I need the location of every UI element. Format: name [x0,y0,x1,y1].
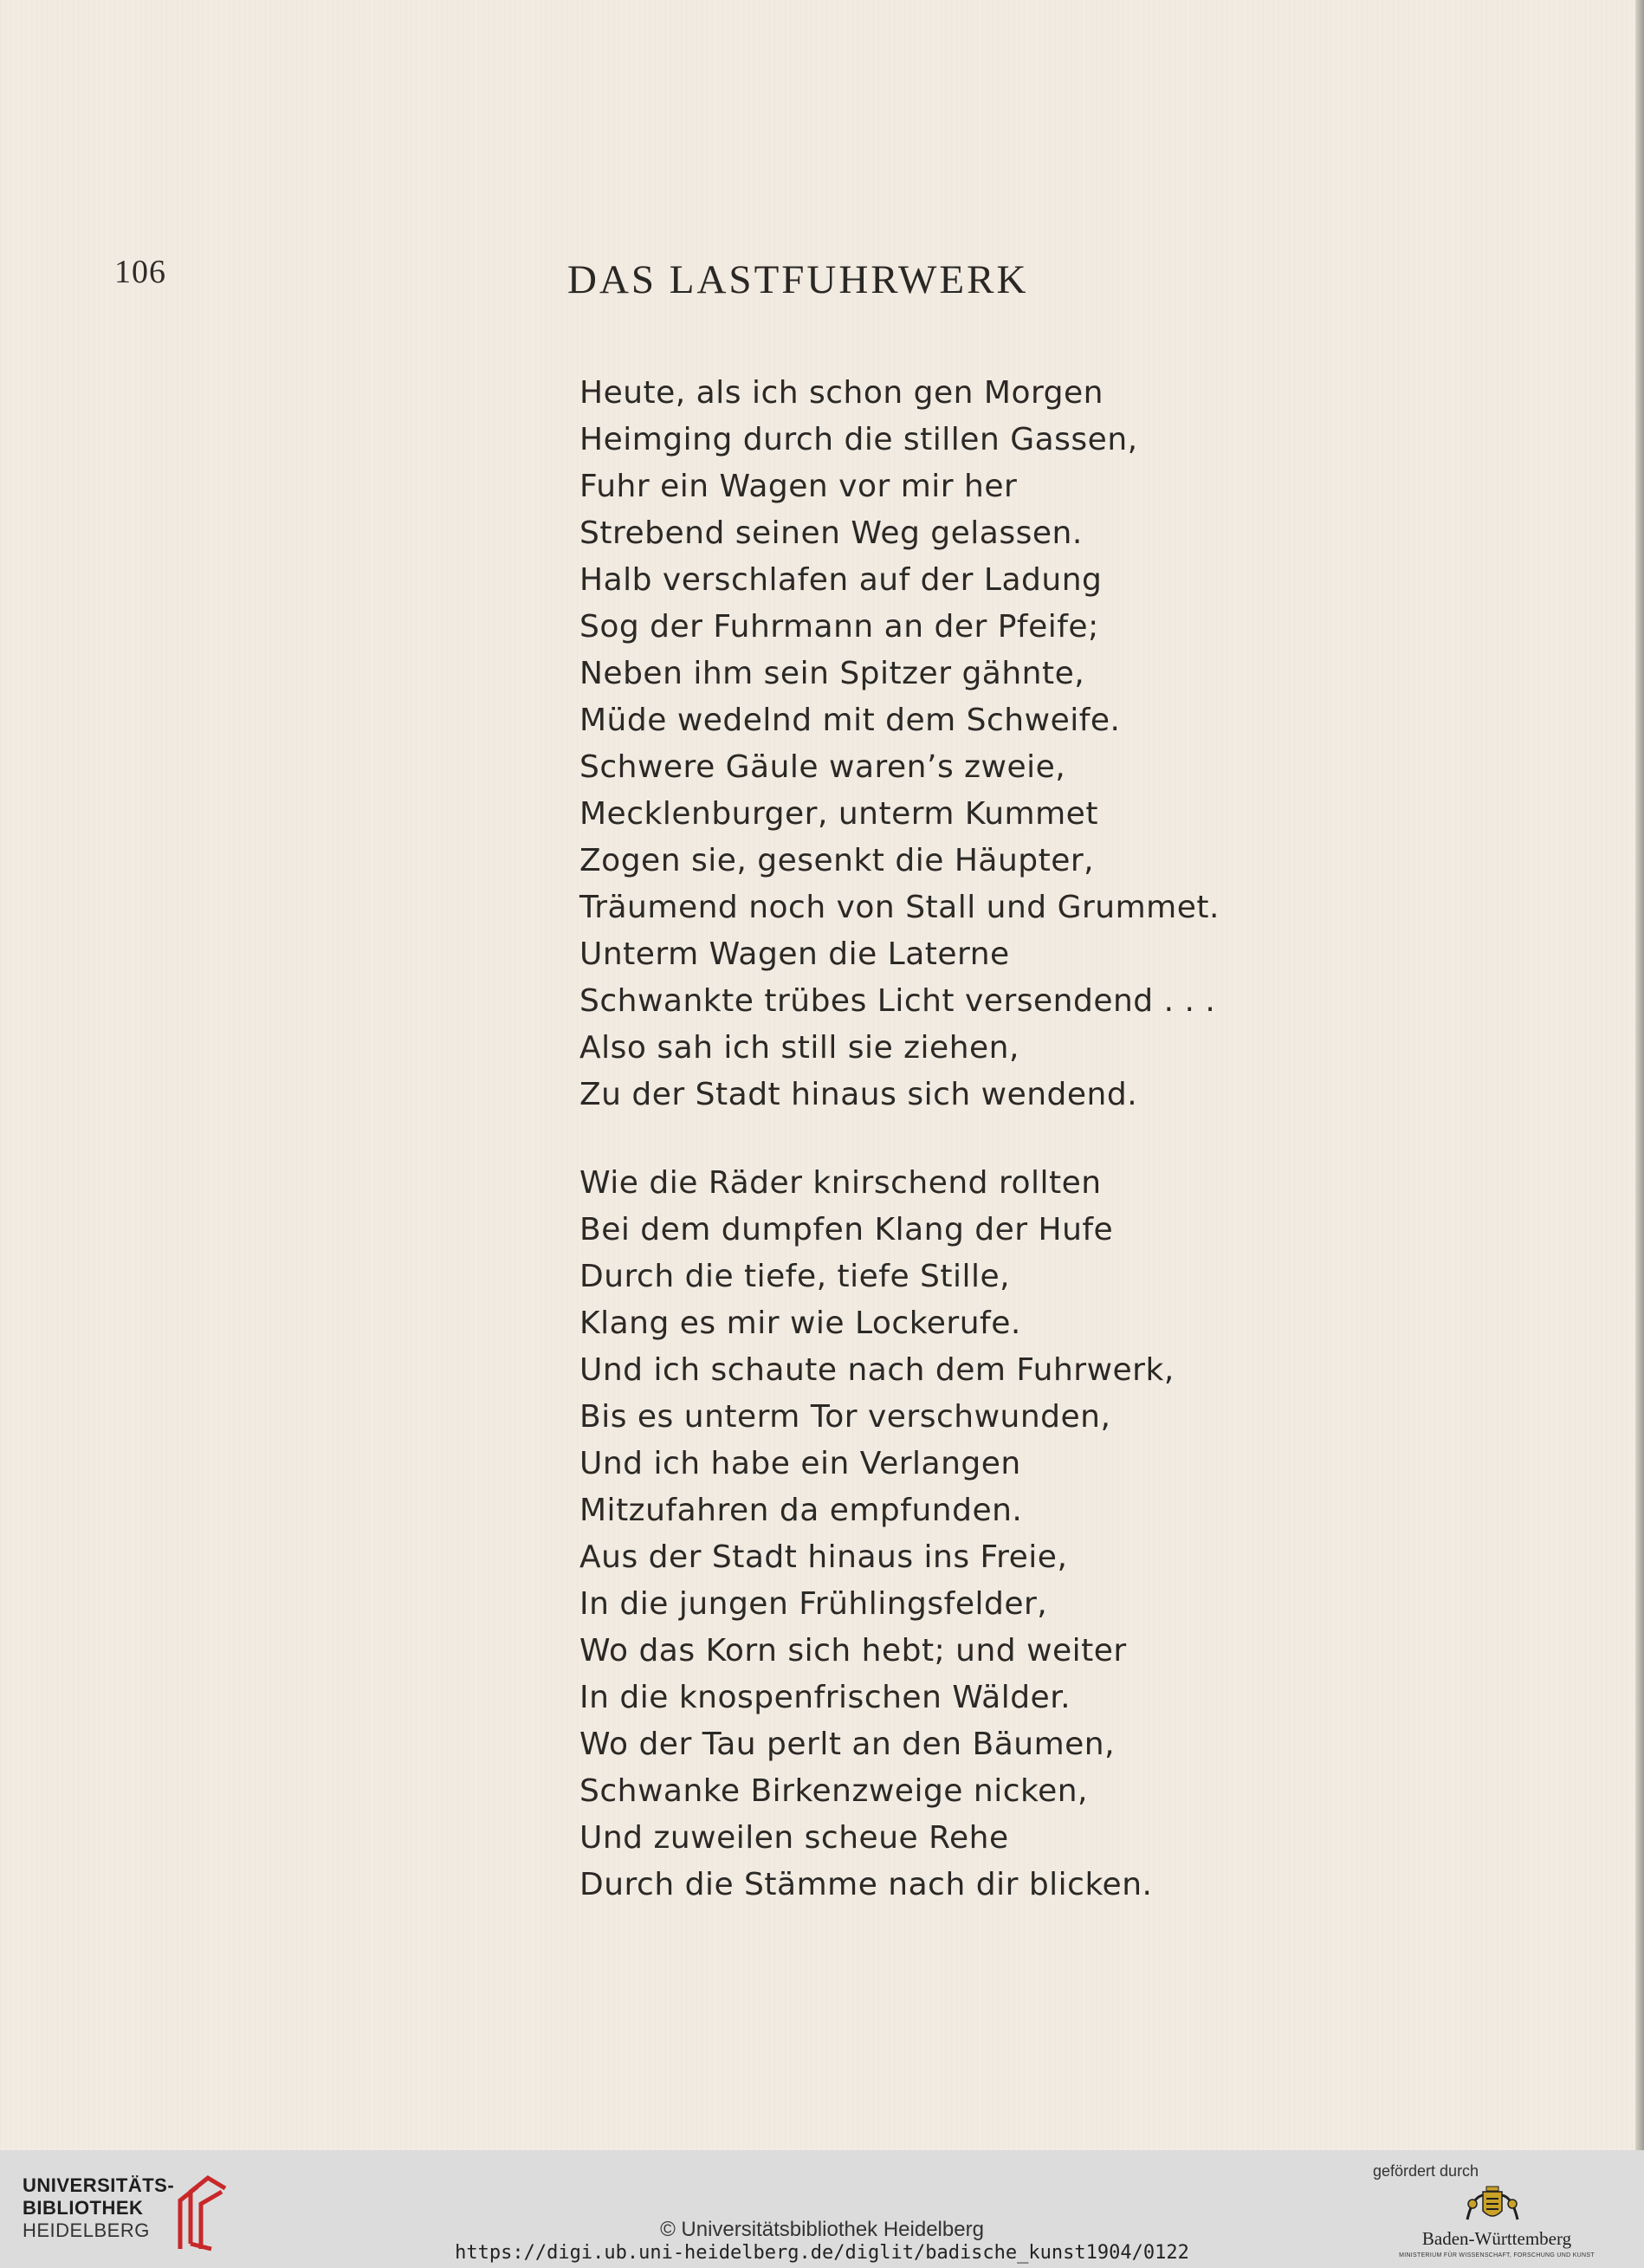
verse-line: Zogen sie, gesenkt die Häupter, [579,843,1095,878]
verse-line: Also sah ich still sie ziehen, [579,1030,1019,1066]
page-edge [1635,0,1644,2150]
verse-line: Halb verschlafen auf der Ladung [579,562,1103,598]
library-name-line-1: UNIVERSITÄTS- [23,2174,175,2196]
verse-line: Strebend seinen Weg gelassen. [579,515,1083,551]
verse-line: Heimging durch die stillen Gassen, [579,422,1138,457]
verse-line: In die knospenfrischen Wälder. [579,1680,1071,1715]
verse-line: In die jungen Frühlingsfelder, [579,1586,1048,1622]
funder-ministry: MINISTERIUM FÜR WISSENSCHAFT, FORSCHUNG UND KUNST [1399,2252,1595,2258]
verse-line: Wo das Korn sich hebt; und weiter [579,1633,1127,1669]
verse-line: Und zuweilen scheue Rehe [579,1820,1009,1856]
verse-line: Fuhr ein Wagen vor mir her [579,469,1018,504]
verse-line: Klang es mir wie Lockerufe. [579,1306,1021,1341]
verse-line: Schwankte trübes Licht versendend . . . [579,983,1216,1019]
footer-bar [0,2150,1644,2268]
verse-line: Bei dem dumpfen Klang der Hufe [579,1212,1114,1247]
verse-line: Unterm Wagen die Laterne [579,936,1010,972]
verse-line: Heute, als ich schon gen Morgen [579,375,1104,411]
verse-line: Neben ihm sein Spitzer gähnte, [579,656,1085,691]
verse-line: Träumend noch von Stall und Grummet. [579,890,1220,925]
library-name-line-3: HEIDELBERG [23,2219,150,2241]
permalink-url[interactable]: https://digi.ub.uni-heidelberg.de/diglit/badische_kunst1904/0122 [455,2242,1189,2264]
verse-line: Wie die Räder knirschend rollten [579,1165,1102,1201]
verse-line: Und ich habe ein Verlangen [579,1446,1021,1481]
verse-line: Bis es unterm Tor verschwunden, [579,1399,1111,1435]
stanza-2 [579,1160,1175,1908]
verse-line: Wo der Tau perlt an den Bäumen, [579,1727,1116,1762]
stanza-1 [579,370,1220,1118]
verse-line: Müde wedelnd mit dem Schweife. [579,703,1121,738]
poem-title: DAS LASTFUHRWERK [567,257,1029,302]
copyright-notice: © Universitätsbibliothek Heidelberg [660,2218,984,2241]
verse-line: Durch die Stämme nach dir blicken. [579,1867,1153,1902]
coat-of-arms-icon [1460,2185,1524,2228]
verse-line: Aus der Stadt hinaus ins Freie, [579,1539,1068,1575]
funding-label: gefördert durch [1373,2162,1479,2180]
verse-line: Zu der Stadt hinaus sich wendend. [579,1077,1138,1112]
verse-line: Schwere Gäule waren’s zweie, [579,749,1066,785]
verse-line: Sog der Fuhrmann an der Pfeife; [579,609,1099,645]
library-name-line-2: BIBLIOTHEK [23,2197,144,2219]
verse-line: Mecklenburger, unterm Kummet [579,796,1098,832]
page-number: 106 [114,254,166,290]
verse-line: Schwanke Birkenzweige nicken, [579,1773,1088,1809]
verse-line: Und ich schaute nach dem Fuhrwerk, [579,1352,1175,1388]
verse-line: Mitzufahren da empfunden. [579,1493,1023,1528]
funder-name: Baden-Württemberg [1421,2228,1572,2249]
verse-line: Durch die tiefe, tiefe Stille, [579,1259,1011,1294]
